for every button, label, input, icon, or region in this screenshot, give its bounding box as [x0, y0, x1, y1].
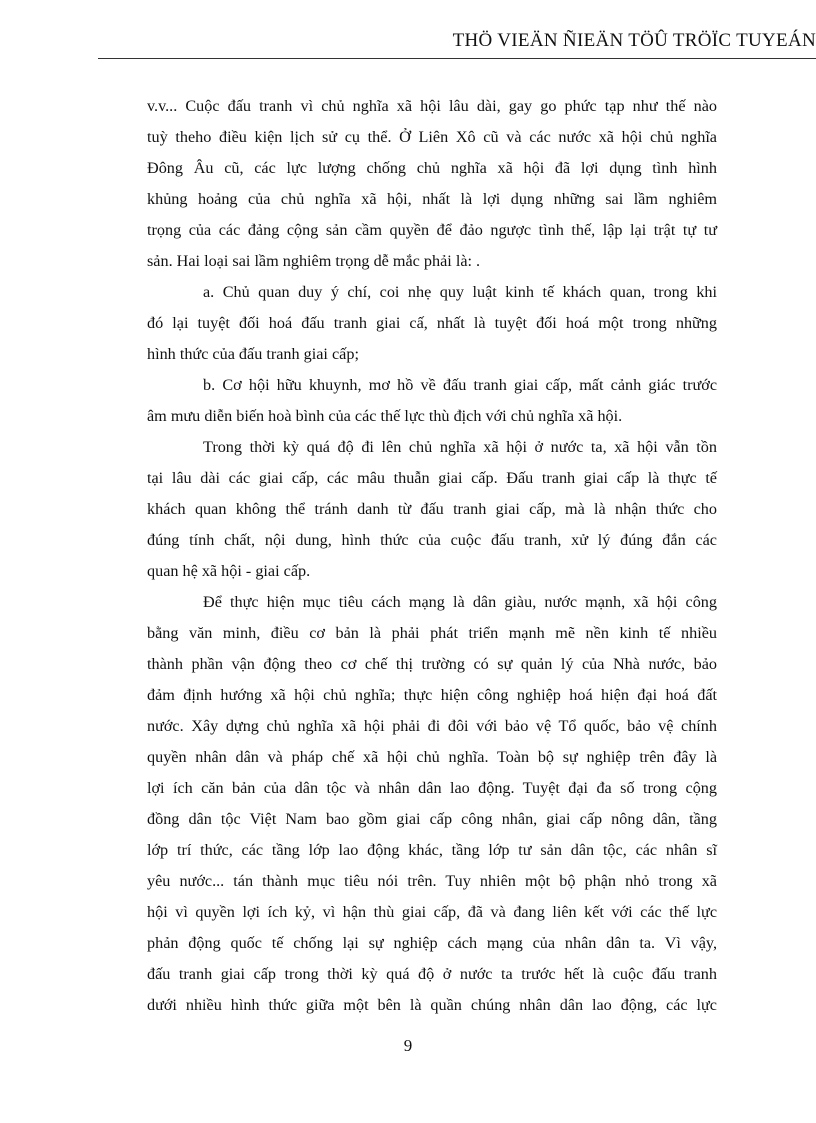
text-line: trọng của các đảng cộng sản cầm quyền để đảo ngược tình thế, lập lại trật tự tư — [147, 221, 717, 239]
document-body — [147, 91, 717, 1021]
text-line: v.v... Cuộc đấu tranh vì chủ nghĩa xã hội lâu dài, gay go phức tạp như thế nào — [147, 97, 717, 115]
text-line: phản động quốc tế chống lại sự nghiệp cách mạng của nhân dân ta. Vì vậy, — [147, 934, 717, 952]
text-line: thành phần vận động theo cơ chế thị trường có sự quản lý của Nhà nước, bảo — [147, 655, 717, 673]
text-line: Để thực hiện mục tiêu cách mạng là dân giàu, nước mạnh, xã hội công — [203, 593, 717, 611]
text-line: a. Chủ quan duy ý chí, coi nhẹ quy luật kinh tế khách quan, trong khi — [203, 283, 717, 301]
text-line: đấu tranh giai cấp trong thời kỳ quá độ ở nước ta trước hết là cuộc đấu tranh — [147, 965, 717, 983]
page-header-title: THÖ VIEÄN ÑIEÄN TÖÛ TRÖÏC TUYEÁN — [452, 30, 816, 51]
header-divider — [98, 58, 816, 59]
text-line: đảm định hướng xã hội chủ nghĩa; thực hiện công nghiệp hoá hiện đại hoá đất — [147, 686, 717, 704]
text-line: dưới nhiều hình thức giữa một bên là quần chúng nhân dân lao động, các lực — [147, 996, 717, 1014]
text-line: âm mưu diễn biến hoà bình của các thế lực thù địch với chủ nghĩa xã hội. — [147, 407, 623, 425]
text-line: bằng văn minh, điều cơ bản là phải phát triển mạnh mẽ nền kinh tế nhiều — [147, 624, 717, 642]
text-line: Đông Âu cũ, các lực lượng chống chủ nghĩa xã hội đã lợi dụng tình hình — [147, 159, 717, 177]
text-line: quan hệ xã hội - giai cấp. — [147, 562, 311, 580]
text-line: nước. Xây dựng chủ nghĩa xã hội phải đi đôi với bảo vệ Tổ quốc, bảo vệ chính — [147, 717, 717, 735]
text-line: đúng tính chất, nội dung, hình thức của cuộc đấu tranh, xử lý đúng đắn các — [147, 531, 717, 549]
text-line: b. Cơ hội hữu khuynh, mơ hồ về đấu tranh giai cấp, mất cảnh giác trước — [203, 376, 717, 394]
text-line: đó lại tuyệt đối hoá đấu tranh giai cấ, nhất là tuyệt đối hoá một trong những — [147, 314, 717, 332]
text-line: hình thức của đấu tranh giai cấp; — [147, 345, 359, 363]
text-line: lớp trí thức, các tầng lớp lao động khác, tầng lớp tư sản dân tộc, các nhân sĩ — [147, 841, 717, 859]
text-line: hội vì quyền lợi ích kỷ, vì hận thù giai cấp, đã và đang liên kết với các thế lực — [147, 903, 717, 921]
text-line: khủng hoảng của chủ nghĩa xã hội, nhất là lợi dụng những sai lầm nghiêm — [147, 190, 717, 208]
text-line: đồng dân tộc Việt Nam bao gồm giai cấp công nhân, giai cấp nông dân, tầng — [147, 810, 717, 828]
text-line: Trong thời kỳ quá độ đi lên chủ nghĩa xã hội ở nước ta, xã hội vẫn tồn — [203, 438, 717, 456]
text-line: khách quan không thể tránh danh từ đấu tranh giai cấp, mà là nhận thức cho — [147, 500, 717, 518]
page-number: 9 — [403, 1036, 413, 1055]
text-line: sản. Hai loại sai lầm nghiêm trọng dễ mắc phải là: . — [147, 252, 481, 270]
text-line: tuỳ theho điều kiện lịch sử cụ thể. Ở Liên Xô cũ và các nước xã hội chủ nghĩa — [147, 128, 717, 146]
text-line: yêu nước... tán thành mục tiêu nói trên. Tuy nhiên một bộ phận nhỏ trong xã — [147, 872, 717, 890]
text-line: lợi ích căn bản của dân tộc và nhân dân lao động. Tuyệt đại đa số trong cộng — [147, 779, 717, 797]
text-line: tại lâu dài các giai cấp, các mâu thuẫn giai cấp. Đấu tranh giai cấp là thực tế — [147, 469, 717, 487]
text-line: quyền nhân dân và pháp chế xã hội chủ nghĩa. Toàn bộ sự nghiệp trên đây là — [147, 748, 717, 766]
